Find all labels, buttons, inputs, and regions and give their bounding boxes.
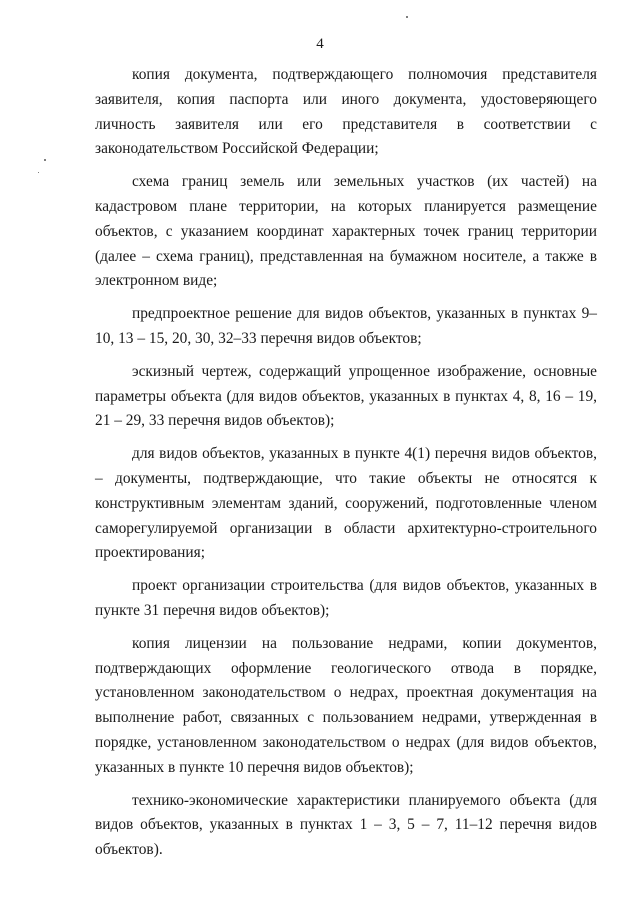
paragraph: предпроектное решение для видов объектов, указанных в пунктах 9–10, 13 – 15, 20, 30, 32–33 перечня видов объектов; [95,305,597,347]
paragraph: схема границ земель или земельных участков (их частей) на кадастровом плане территории, на которых планируется размещение объектов, с указанием координат характерных точек границ территории (далее – схема границ), представленная на бумажном носителе, а также в электронном виде; [95,173,597,290]
paragraph: проект организации строительства (для видов объектов, указанных в пункте 31 перечня видов объектов); [95,577,597,619]
scan-speck [44,159,46,161]
scan-speck [406,16,408,18]
paragraph: копия лицензии на пользование недрами, копии документов, подтверждающих оформление геологического отвода в порядке, установленном законодательством о недрах, проектная документация на выполнение работ, связанных с пользованием недрами, утвержденная в порядке, установленном законодательством о недрах (для видов объектов, указанных в пункте 10 перечня видов объектов); [95,634,597,776]
scan-speck [38,172,39,173]
document-body [95,63,597,871]
paragraph: копия документа, подтверждающего полномочия представителя заявителя, копия паспорта или иного документа, удостоверяющего личность заявителя или его представителя в соответствии с законодательством Российской Федерации; [95,66,597,158]
page-number: 4 [316,36,324,52]
paragraph: технико-экономические характеристики планируемого объекта (для видов объектов, указанных в пунктах 1 – 3, 5 – 7, 11–12 перечня видов объектов). [95,791,597,859]
paragraph: эскизный чертеж, содержащий упрощенное изображение, основные параметры объекта (для видов объектов, указанных в пунктах 4, 8, 16 – 19, 21 – 29, 33 перечня видов объектов); [95,362,597,430]
paragraph: для видов объектов, указанных в пункте 4(1) перечня видов объектов, – документы, подтверждающие, что такие объекты не относятся к конструктивным элементам зданий, сооружений, подготовленные членом саморегулируемой организации в области архитектурно-строительного проектирования; [95,445,597,562]
